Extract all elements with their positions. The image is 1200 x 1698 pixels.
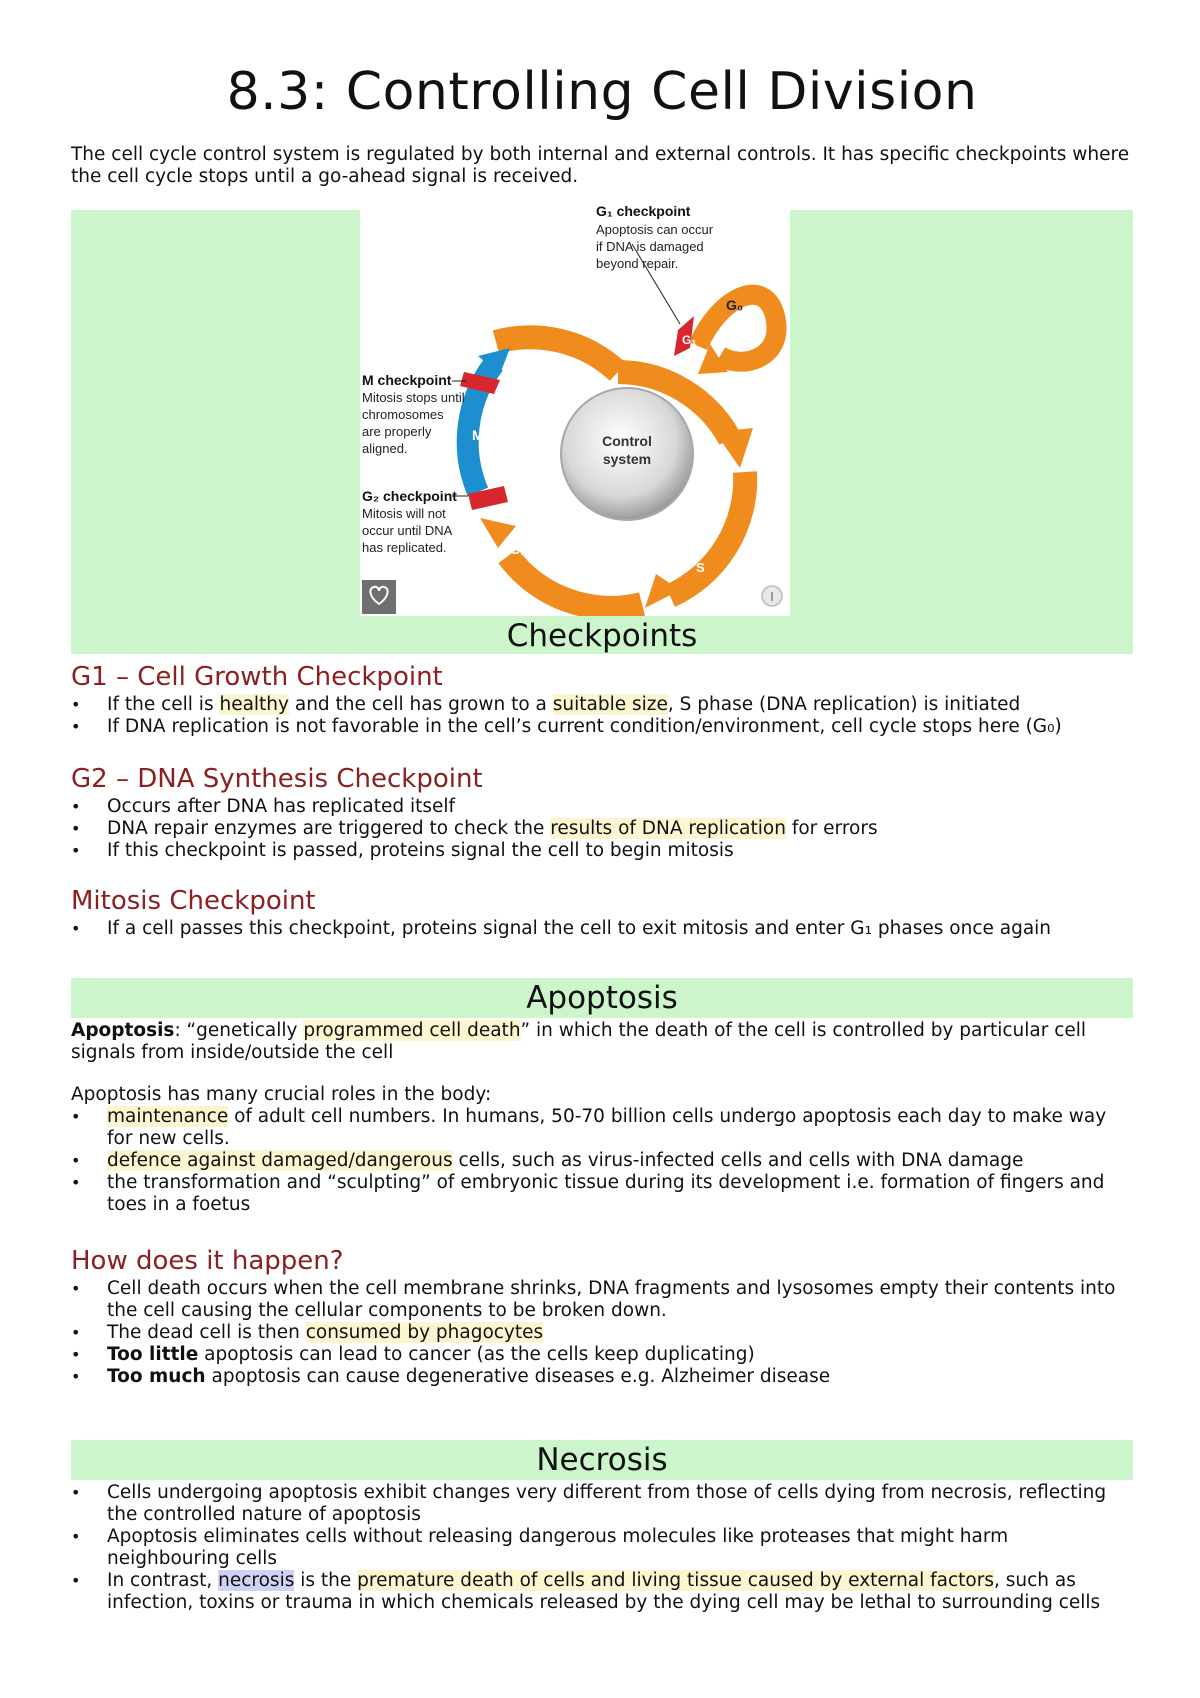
g2-phase-label: G₂ bbox=[510, 542, 526, 557]
m-checkpoint-line-3: are properly bbox=[362, 424, 432, 439]
g2-checkpoint-title: G₂ checkpoint bbox=[362, 488, 457, 504]
g2-checkpoint-line-2: occur until DNA bbox=[362, 523, 453, 538]
list-item: • If DNA replication is not favorable in the cell’s current condition/environment, cell cycle stops here (G₀) bbox=[71, 716, 1133, 738]
m-phase-label: M bbox=[472, 427, 484, 443]
list-item: • Cells undergoing apoptosis exhibit changes very different from those of cells dying from necrosis, reflecting the controlled nature of apoptosis bbox=[71, 1482, 1133, 1526]
cell-cycle-svg bbox=[360, 196, 790, 616]
list-item: • maintenance of adult cell numbers. In humans, 50-70 billion cells undergo apoptosis each day to make way for new cells. bbox=[71, 1106, 1133, 1150]
cell-cycle-diagram bbox=[360, 196, 790, 616]
g1-list bbox=[71, 694, 1133, 738]
g2-arc bbox=[508, 556, 642, 608]
list-item: • The dead cell is then consumed by phagocytes bbox=[71, 1322, 1133, 1344]
control-system-line-1: Control bbox=[602, 433, 652, 449]
list-item: • If this checkpoint is passed, proteins signal the cell to begin mitosis bbox=[71, 840, 1133, 862]
checkpoints-band bbox=[71, 203, 1133, 654]
g1-heading: G1 – Cell Growth Checkpoint bbox=[71, 662, 443, 692]
checkpoints-heading: Checkpoints bbox=[506, 618, 698, 654]
how-heading: How does it happen? bbox=[71, 1246, 344, 1276]
control-system-line-2: system bbox=[602, 451, 652, 467]
g1-checkpoint-line-2: if DNA is damaged bbox=[596, 239, 704, 254]
list-item: • the transformation and “sculpting” of embryonic tissue during its development i.e. formation of fingers and toes in a foetus bbox=[71, 1172, 1133, 1216]
g1-checkpoint-line-1: Apoptosis can occur bbox=[596, 222, 714, 237]
g2-heading: G2 – DNA Synthesis Checkpoint bbox=[71, 764, 483, 794]
necrosis-band: Necrosis bbox=[71, 1440, 1133, 1480]
necrosis-list bbox=[71, 1482, 1133, 1614]
g1-arrowhead bbox=[715, 428, 753, 468]
list-item: • If the cell is healthy and the cell has grown to a suitable size, S phase (DNA replication) is initiated bbox=[71, 694, 1133, 716]
intro-paragraph: The cell cycle control system is regulated by both internal and external controls. It has specific checkpoints where the cell cycle stops until a go-ahead signal is received. bbox=[71, 144, 1130, 187]
apoptosis-roles-list bbox=[71, 1106, 1133, 1216]
list-item: • In contrast, necrosis is the premature death of cells and living tissue caused by external factors, such as infection, toxins or trauma in which chemicals released by the dying cell may be lethal to surrounding cells bbox=[71, 1570, 1133, 1614]
list-item: • Occurs after DNA has replicated itself bbox=[71, 796, 1133, 818]
list-item: • Too much apoptosis can cause degenerative diseases e.g. Alzheimer disease bbox=[71, 1366, 1133, 1388]
mitosis-list bbox=[71, 918, 1133, 940]
list-item: • If a cell passes this checkpoint, proteins signal the cell to exit mitosis and enter G₁ phases once again bbox=[71, 918, 1133, 940]
list-item: • defence against damaged/dangerous cells, such as virus-infected cells and cells with DNA damage bbox=[71, 1150, 1133, 1172]
m-checkpoint-line-1: Mitosis stops until bbox=[362, 390, 465, 405]
g2-list bbox=[71, 796, 1133, 862]
g1-label: G₁ bbox=[682, 333, 697, 347]
g1-checkpoint-title: G₁ checkpoint bbox=[596, 203, 691, 219]
g2-checkpoint-line-1: Mitosis will not bbox=[362, 506, 446, 521]
apoptosis-roles-intro: Apoptosis has many crucial roles in the body: bbox=[71, 1084, 492, 1105]
heart-icon[interactable] bbox=[362, 580, 396, 614]
mitosis-heading: Mitosis Checkpoint bbox=[71, 886, 316, 916]
apoptosis-band: Apoptosis bbox=[71, 978, 1133, 1018]
g1-checkpoint-line-3: beyond repair. bbox=[596, 256, 679, 271]
m-checkpoint-line-4: aligned. bbox=[362, 441, 408, 456]
g0-label: G₀ bbox=[726, 297, 744, 313]
page-title: 8.3: Controlling Cell Division bbox=[226, 62, 978, 122]
g1-top-arc bbox=[496, 337, 618, 372]
g2-checkpoint-line-3: has replicated. bbox=[362, 540, 447, 555]
s-phase-label: S bbox=[696, 560, 705, 575]
apoptosis-definition: Apoptosis: “genetically programmed cell death” in which the death of the cell is controlled by particular cell signals from inside/outside the cell bbox=[71, 1020, 1087, 1063]
list-item: • Too little apoptosis can lead to cancer (as the cells keep duplicating) bbox=[71, 1344, 1133, 1366]
m-checkpoint-line-2: chromosomes bbox=[362, 407, 444, 422]
list-item: • DNA repair enzymes are triggered to check the results of DNA replication for errors bbox=[71, 818, 1133, 840]
how-list bbox=[71, 1278, 1133, 1388]
info-icon[interactable] bbox=[762, 586, 782, 606]
list-item: • Cell death occurs when the cell membrane shrinks, DNA fragments and lysosomes empty their contents into the cell causing the cellular components to be broken down. bbox=[71, 1278, 1133, 1322]
list-item: • Apoptosis eliminates cells without releasing dangerous molecules like proteases that might harm neighbouring cells bbox=[71, 1526, 1133, 1570]
m-checkpoint-title: M checkpoint bbox=[362, 372, 452, 388]
